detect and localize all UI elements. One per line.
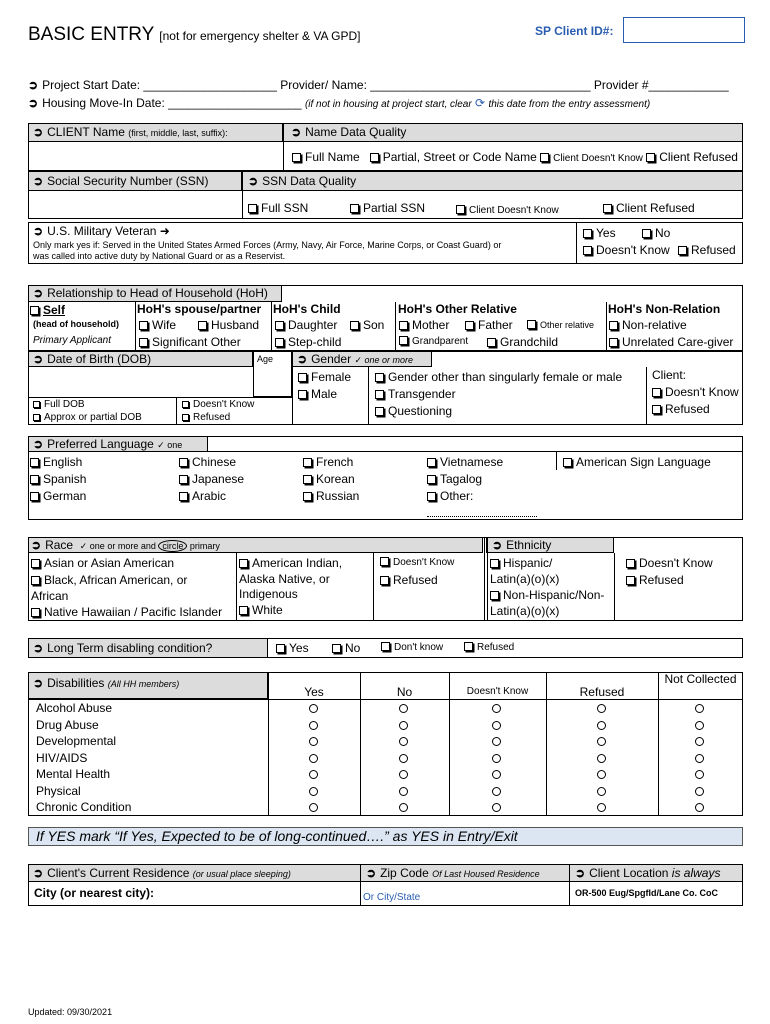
longterm-yes[interactable]: Yes (276, 641, 309, 655)
divider (576, 222, 577, 264)
disability-radio[interactable] (492, 803, 501, 812)
lang-english[interactable]: English (30, 455, 82, 469)
disability-radio[interactable] (399, 704, 408, 713)
ethnicity-label: ➲ Ethnicity (492, 538, 552, 552)
divider (742, 452, 743, 520)
client-name-label: ➲ CLIENT Name (first, middle, last, suffix): (33, 125, 228, 139)
disability-row-label: Physical (36, 783, 81, 798)
disability-radio[interactable] (597, 770, 606, 779)
rel-son[interactable]: Son (350, 318, 384, 332)
disability-radio[interactable] (492, 704, 501, 713)
updated-date: Updated: 09/30/2021 (28, 1007, 113, 1017)
name-quality-options[interactable]: Full Name Partial, Street or Code Name Client Doesn't Know Client Refused (292, 150, 738, 164)
divider (28, 397, 292, 398)
gender-questioning[interactable]: Questioning (375, 404, 452, 418)
location-label: ➲ Client Location is always (575, 866, 721, 880)
lang-asl[interactable]: American Sign Language (563, 455, 711, 469)
gender-label: ➲ Gender ✓ one or more (297, 352, 414, 366)
lang-tagalog[interactable]: Tagalog (427, 472, 482, 486)
race-amind-3: Indigenous (239, 587, 298, 601)
gender-other[interactable]: Gender other than singularly female or male (375, 370, 622, 384)
dob-dk[interactable]: Doesn't Know (182, 399, 254, 410)
lang-arabic[interactable]: Arabic (179, 489, 226, 503)
disability-radio[interactable] (399, 803, 408, 812)
divider (658, 672, 659, 816)
rel-daughter[interactable]: Daughter (275, 318, 337, 332)
disability-radio[interactable] (597, 803, 606, 812)
rel-mother[interactable]: Mother (399, 318, 449, 332)
disability-radio[interactable] (492, 737, 501, 746)
divider (556, 452, 557, 470)
gender-transgender[interactable]: Transgender (375, 387, 456, 401)
residence-label: ➲ Client's Current Residence (or usual place sleeping) (33, 866, 291, 880)
dob-label: ➲ Date of Birth (DOB) (33, 352, 152, 366)
disability-radio[interactable] (695, 770, 704, 779)
rel-stepchild[interactable]: Step-child (275, 335, 341, 349)
divider (395, 302, 396, 351)
rel-spouse-title: HoH's spouse/partner (137, 302, 262, 316)
disability-radio[interactable] (597, 704, 606, 713)
divider (368, 367, 369, 425)
eth-nonhispanic-2: Latin(a)(o)(x) (490, 604, 560, 618)
lang-other[interactable]: Other: (427, 489, 473, 503)
eth-hispanic[interactable]: Hispanic/ (490, 556, 552, 570)
eth-hispanic-2: Latin(a)(o)(x) (490, 572, 560, 586)
rel-child-title: HoH's Child (273, 302, 341, 316)
name-quality-label: ➲ Name Data Quality (291, 125, 407, 139)
divider (646, 367, 647, 425)
lang-chinese[interactable]: Chinese (179, 455, 236, 469)
veteran-no[interactable]: No (642, 226, 670, 240)
ssn-quality-label: ➲ SSN Data Quality (248, 174, 357, 188)
yes-note: If YES mark “If Yes, Expected to be of long-continued….” as YES in Entry/Exit (36, 828, 518, 844)
rel-self-sub2: Primary Applicant (33, 335, 111, 346)
lang-vietnamese[interactable]: Vietnamese (427, 455, 503, 469)
race-black[interactable]: Black, African American, or (31, 573, 187, 587)
race-white[interactable]: White (239, 603, 283, 617)
disability-radio[interactable] (309, 704, 318, 713)
lang-spanish[interactable]: Spanish (30, 472, 86, 486)
divider (373, 553, 374, 621)
disability-radio[interactable] (695, 787, 704, 796)
race-hawaiian[interactable]: Native Hawaiian / Pacific Islander (31, 605, 222, 619)
divider (283, 142, 284, 171)
disability-radio[interactable] (492, 770, 501, 779)
dob-full[interactable]: Full DOB (33, 399, 85, 410)
rel-grandchild[interactable]: Grandchild (487, 335, 558, 349)
longterm-dk[interactable]: Don't know (381, 642, 443, 653)
dis-col-notcollected: Not Collected (664, 672, 737, 686)
divider (360, 864, 361, 906)
race-refused[interactable]: Refused (380, 573, 438, 587)
divider (28, 699, 743, 700)
ssn-label: ➲ Social Security Number (SSN) (33, 174, 209, 188)
rel-caregiver[interactable]: Unrelated Care-giver (609, 335, 733, 349)
rel-sig-other[interactable]: Significant Other (139, 335, 241, 349)
disability-radio[interactable] (492, 721, 501, 730)
language-label: ➲ Preferred Language ✓ one (33, 437, 183, 451)
gender-client-label: Client: (652, 368, 687, 382)
divider (176, 397, 177, 425)
relationship-label: ➲ Relationship to Head of Household (HoH) (33, 286, 268, 300)
gender-male[interactable]: Male (298, 387, 337, 401)
disability-radio[interactable] (399, 721, 408, 730)
sp-client-id-field[interactable] (623, 17, 745, 43)
rel-father[interactable]: Father (465, 318, 513, 332)
dob-partial[interactable]: Approx or partial DOB (33, 412, 142, 423)
ssn-opt-full[interactable]: Full SSN (248, 201, 308, 215)
disability-radio[interactable] (695, 721, 704, 730)
rel-husband[interactable]: Husband (198, 318, 259, 332)
lang-german[interactable]: German (30, 489, 86, 503)
veteran-dk[interactable]: Doesn't Know (583, 243, 670, 257)
form-title: BASIC ENTRY [not for emergency shelter & VA GPD] (28, 24, 361, 45)
disability-radio[interactable] (399, 770, 408, 779)
divider (569, 864, 570, 906)
longterm-no[interactable]: No (332, 641, 360, 655)
disability-row-label: Chronic Condition (36, 800, 132, 814)
veteran-yes[interactable]: Yes (583, 226, 616, 240)
eth-refused[interactable]: Refused (626, 573, 684, 587)
disability-row-label: Developmental (36, 734, 117, 748)
project-start-line: ➲ Project Start Date: ____________________ Provider/ Name: _________________________________ Provider #____________ (28, 78, 729, 92)
longterm-label: ➲ Long Term disabling condition? (33, 641, 213, 655)
rel-wife[interactable]: Wife (139, 318, 176, 332)
divider (236, 553, 237, 621)
age-label: Age (257, 354, 274, 364)
divider (28, 519, 743, 520)
race-asian[interactable]: Asian or Asian American (31, 556, 174, 570)
race-black-2: African (31, 589, 69, 603)
rel-non-relative[interactable]: Non-relative (609, 318, 687, 332)
lang-japanese[interactable]: Japanese (179, 472, 244, 486)
race-label: ➲ Race ✓ one or more and circle primary (31, 538, 220, 552)
disability-row-label: Mental Health (36, 767, 111, 781)
dis-col-yes: Yes (304, 685, 324, 699)
disability-radio[interactable] (695, 704, 704, 713)
lang-korean[interactable]: Korean (303, 472, 355, 486)
rel-other-title: HoH's Other Relative (398, 302, 517, 316)
divider (242, 191, 243, 219)
eth-nonhispanic[interactable]: Non-Hispanic/Non- (490, 588, 604, 602)
race-amind[interactable]: American Indian, (239, 556, 342, 570)
veteran-refused[interactable]: Refused (678, 243, 736, 257)
dis-col-refused: Refused (579, 685, 625, 699)
disability-radio[interactable] (695, 803, 704, 812)
divider (135, 302, 136, 351)
disability-radio[interactable] (399, 754, 408, 763)
ssn-opt-partial[interactable]: Partial SSN (350, 201, 425, 215)
dis-col-no: No (396, 685, 413, 699)
divider (614, 553, 615, 621)
longterm-refused[interactable]: Refused (464, 642, 514, 653)
lang-russian[interactable]: Russian (303, 489, 359, 503)
zip-field[interactable]: Or City/State (363, 892, 421, 903)
lang-other-field[interactable] (427, 516, 537, 517)
divider (484, 537, 485, 621)
disability-radio[interactable] (309, 803, 318, 812)
checkbox[interactable] (292, 153, 301, 162)
location-value: OR-500 Eug/Spgfld/Lane Co. CoC (575, 888, 719, 898)
divider (606, 302, 607, 351)
disabilities-label: ➲ Disabilities (All HH members) (33, 676, 180, 690)
veteran-label: ➲ U.S. Military Veteran ➜ (33, 224, 170, 238)
disability-radio[interactable] (309, 754, 318, 763)
disability-radio[interactable] (597, 737, 606, 746)
disability-radio[interactable] (309, 737, 318, 746)
disability-radio[interactable] (597, 754, 606, 763)
gender-female[interactable]: Female (298, 370, 351, 384)
checkbox[interactable] (646, 153, 655, 162)
disability-radio[interactable] (695, 754, 704, 763)
rel-self-sub: (head of household) (33, 319, 119, 329)
disability-row-label: Alcohol Abuse (36, 701, 113, 715)
dis-col-dk: Doesn't Know (466, 686, 529, 697)
eth-dk[interactable]: Doesn't Know (626, 556, 713, 570)
rel-grandparent[interactable]: Grandparent (399, 336, 468, 347)
disability-radio[interactable] (492, 754, 501, 763)
veteran-note-1: Only mark yes if: Served in the United States Armed Forces (Army, Navy, Air Force, Marine Corps, or Coast Guard) or (33, 240, 502, 250)
divider (271, 302, 272, 351)
dob-refused[interactable]: Refused (182, 412, 230, 423)
divider (292, 351, 293, 425)
checkbox[interactable] (370, 153, 379, 162)
gender-refused[interactable]: Refused (652, 402, 710, 416)
race-amind-2: Alaska Native, or (239, 572, 330, 586)
disability-radio[interactable] (597, 787, 606, 796)
divider (28, 452, 29, 520)
ssn-opt-dk[interactable]: Client Doesn't Know (456, 202, 559, 216)
disability-radio[interactable] (399, 787, 408, 796)
veteran-note-2: was called into active duty by National Guard or as a Reservist. (33, 251, 286, 261)
disability-radio[interactable] (399, 737, 408, 746)
disability-radio[interactable] (492, 787, 501, 796)
rel-other-relative[interactable]: Other relative (527, 320, 594, 330)
city-label: City (or nearest city): (34, 886, 155, 900)
rel-self[interactable]: Self (30, 303, 65, 317)
disability-row-label: HIV/AIDS (36, 750, 88, 765)
disability-radio[interactable] (309, 770, 318, 779)
disability-radio[interactable] (695, 737, 704, 746)
divider (487, 537, 488, 621)
zip-label: ➲ Zip Code Of Last Housed Residence (366, 866, 540, 880)
sp-client-id-label: SP Client ID#: (535, 24, 614, 38)
disability-radio[interactable] (309, 787, 318, 796)
disability-radio[interactable] (309, 721, 318, 730)
disability-radio[interactable] (597, 721, 606, 730)
ssn-opt-refused[interactable]: Client Refused (603, 201, 695, 215)
race-dk[interactable]: Doesn't Know (380, 557, 454, 568)
checkbox[interactable] (540, 153, 549, 162)
disability-row-label: Drug Abuse (36, 717, 99, 732)
rel-nonrel-title: HoH's Non-Relation (608, 302, 721, 316)
housing-movein-line: ➲ Housing Move-In Date: ____________________ (if not in housing at project start, clear ⟳ this date from the entry assessment) (28, 96, 651, 110)
gender-dk[interactable]: Doesn't Know (652, 385, 739, 399)
lang-french[interactable]: French (303, 455, 353, 469)
